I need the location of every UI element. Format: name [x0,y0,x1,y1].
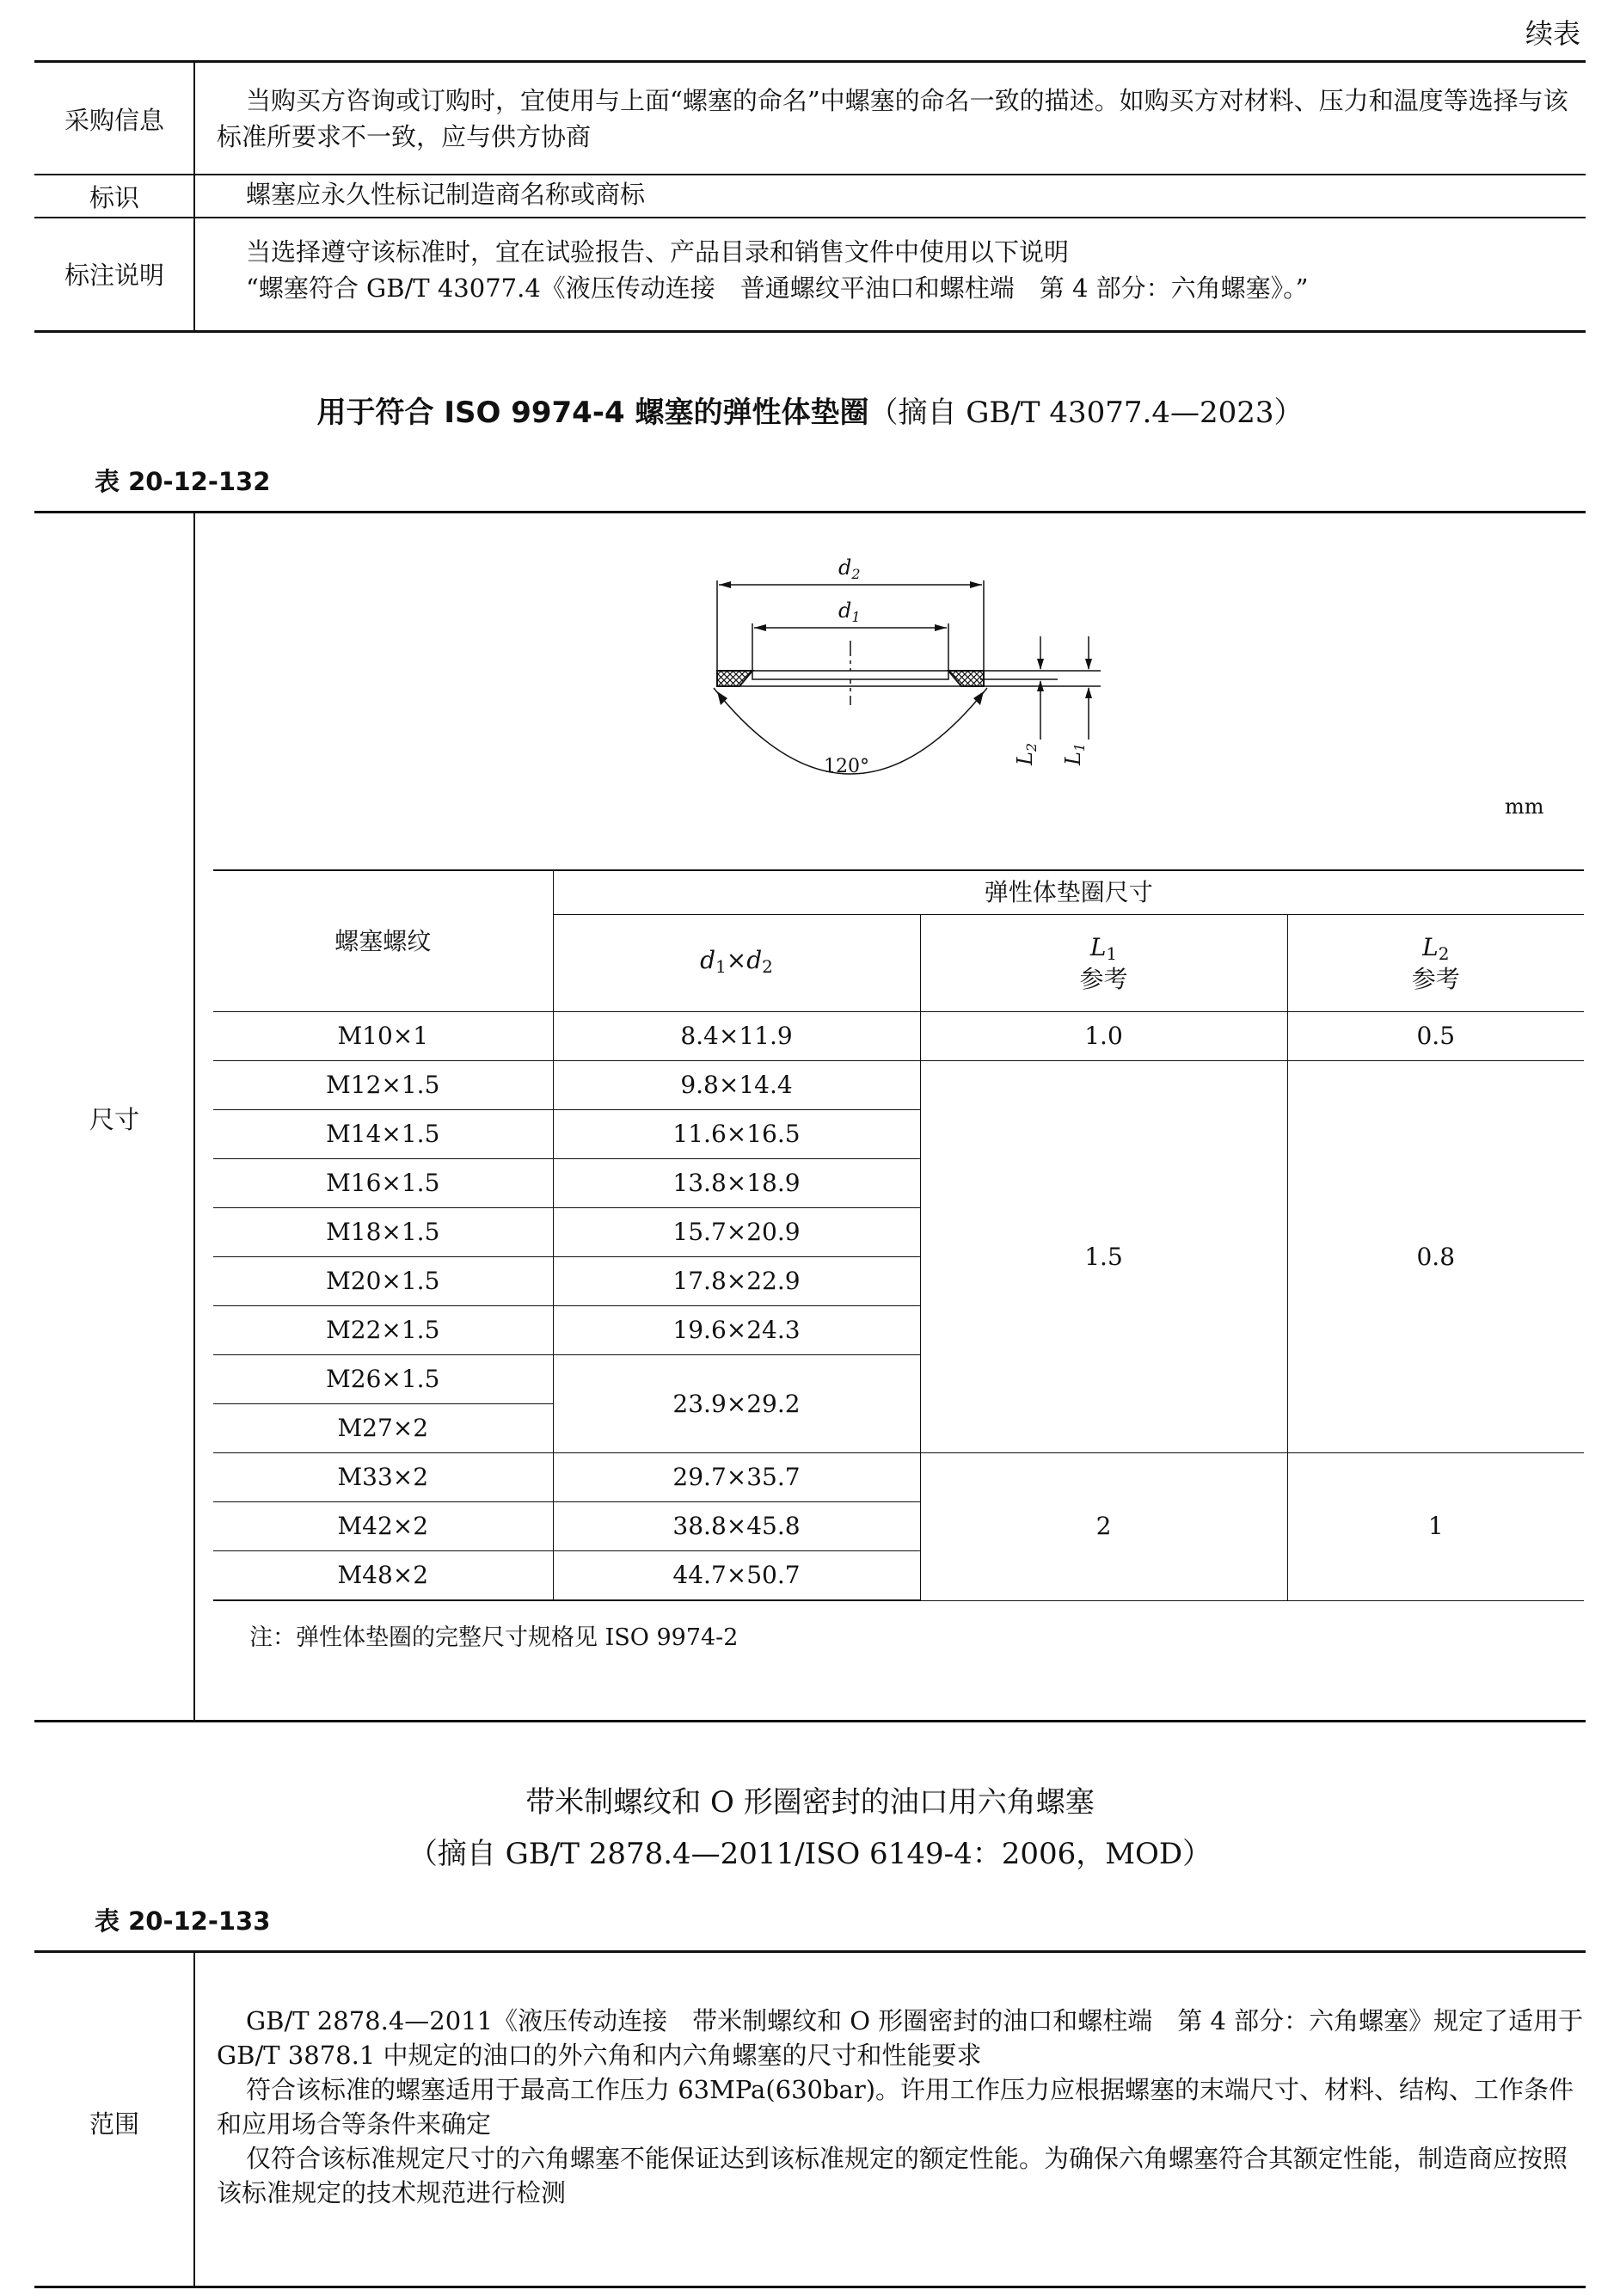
table-number-132: 表 20-12-132 [95,467,271,496]
L2-cell: 0.8 [1287,1061,1584,1453]
thread-cell: M27×2 [213,1404,553,1453]
row-label-purchase: 采购信息 [64,106,164,135]
table-row [213,1012,1584,1061]
d1xd2-header: $d_1\times d_2$ [553,915,920,1012]
L1-label: $L_1$ [1061,742,1088,765]
section2-heading-line1: 带米制螺纹和 O 形圈密封的油口用六角螺塞 [525,1785,1095,1820]
row-text-marking: 螺塞应永久性标记制造商名称或商标 [246,180,646,209]
d1xd2-cell: 19.6×24.3 [553,1306,920,1355]
table-note: 注：弹性体垫圈的完整尺寸规格见 ISO 9974-2 [249,1624,739,1651]
angle-label: 120° [824,756,869,777]
section2-heading-line2: （摘自 GB/T 2878.4—2011/ISO 6149-4：2006，MOD） [408,1837,1212,1871]
washer-dimensions-table [213,869,1584,1601]
d1xd2-cell: 17.8×22.9 [553,1257,920,1306]
d1-label: $d_1$ [838,599,861,625]
row-text-labelling: 当选择遵守该标准时，宜在试验报告、产品目录和销售文件中使用以下说明 “螺塞符合 GB/T 43077.4《液压传动连接 普通螺纹平油口和螺柱端 第 4 部分：六角螺塞》。” [246,237,1309,303]
d1xd2-cell: 15.7×20.9 [553,1208,920,1257]
L1-cell: 1.0 [920,1012,1287,1061]
table-header-row [213,870,1584,915]
row-text-purchase: 当购买方咨询或订购时，宜使用与上面“螺塞的命名”中螺塞的命名一致的描述。如购买方对材料、压力和温度等选择与该标准所要求不一致，应与供方协商 [217,86,1568,151]
washer-section [717,671,984,686]
L2-cell: 0.5 [1287,1012,1584,1061]
thread-cell: M18×1.5 [213,1208,553,1257]
thread-cell: M14×1.5 [213,1110,553,1159]
table-row [213,1061,1584,1110]
d1xd2-cell: 38.8×45.8 [553,1502,920,1551]
d1xd2-cell: 13.8×18.9 [553,1159,920,1208]
L2-cell: 1 [1287,1453,1584,1601]
thread-cell: M33×2 [213,1453,553,1502]
d1xd2-cell: 29.7×35.7 [553,1453,920,1502]
continued-label: 续表 [1525,17,1580,50]
unit-label: mm [1505,795,1544,819]
table-bottom-rule [34,2286,1586,2288]
scope-text: GB/T 2878.4—2011《液压传动连接 带米制螺纹和 O 形圈密封的油口和螺柱端 第 4 部分：六角螺塞》规定了适用于 GB/T 3878.1 中规定的油口的外六角和内六角螺塞的尺寸和性能要求 符合该标准的螺塞适用于最高工作压力 63MPa(630bar)。许用工作压力应根据螺塞的末端尺寸、材料、结构、工作条件和应用场合等条件来确定 仅符合该标准规定尺寸的六角螺塞不能保证达到该标准规定的额定性能。为确保六角螺塞符合其额定性能，制造商应按照该标准规定的技术规范进行检测 [217,2006,1584,2207]
section1-heading: 用于符合 ISO 9974-4 螺塞的弹性体垫圈（摘自 GB/T 43077.4—2023） [316,396,1304,430]
table-bottom-rule [34,330,1586,333]
table-top-rule [34,1950,1586,1953]
thread-cell: M22×1.5 [213,1306,553,1355]
d1xd2-cell: 11.6×16.5 [553,1110,920,1159]
d1xd2-cell: 23.9×29.2 [553,1355,920,1453]
table-top-rule [34,511,1586,513]
table-top-rule [34,60,1586,63]
thread-cell: M42×2 [213,1502,553,1551]
L2-header: $L_2$ 参考 [1287,915,1584,1012]
table-number-133: 表 20-12-133 [95,1906,271,1936]
d1xd2-cell: 8.4×11.9 [553,1012,920,1061]
d1xd2-cell: 44.7×50.7 [553,1551,920,1601]
L1-cell: 2 [920,1453,1287,1601]
thread-cell: M48×2 [213,1551,553,1601]
L1-header: $L_1$ 参考 [920,915,1287,1012]
thread-cell: M26×1.5 [213,1355,553,1404]
thread-cell: M16×1.5 [213,1159,553,1208]
d1xd2-cell: 9.8×14.4 [553,1061,920,1110]
thread-cell: M12×1.5 [213,1061,553,1110]
thread-cell: M20×1.5 [213,1257,553,1306]
thread-cell: M10×1 [213,1012,553,1061]
row-label-labelling: 标注说明 [64,261,164,290]
d2-label: $d_2$ [838,556,861,582]
row-divider [34,174,1586,175]
washer-drawing [688,542,1135,791]
L1-cell: 1.5 [920,1061,1287,1453]
table-bottom-rule [34,1720,1586,1722]
row-divider [34,217,1586,218]
washer-size-header: 弹性体垫圈尺寸 [553,870,1584,915]
thread-header: 螺塞螺纹 [213,870,553,1012]
row-label-dimensions: 尺寸 [89,1105,139,1134]
row-label-marking: 标识 [89,183,139,212]
L2-label: $L_2$ [1013,742,1040,765]
row-label-scope: 范围 [89,2109,139,2139]
table-row [213,1453,1584,1502]
